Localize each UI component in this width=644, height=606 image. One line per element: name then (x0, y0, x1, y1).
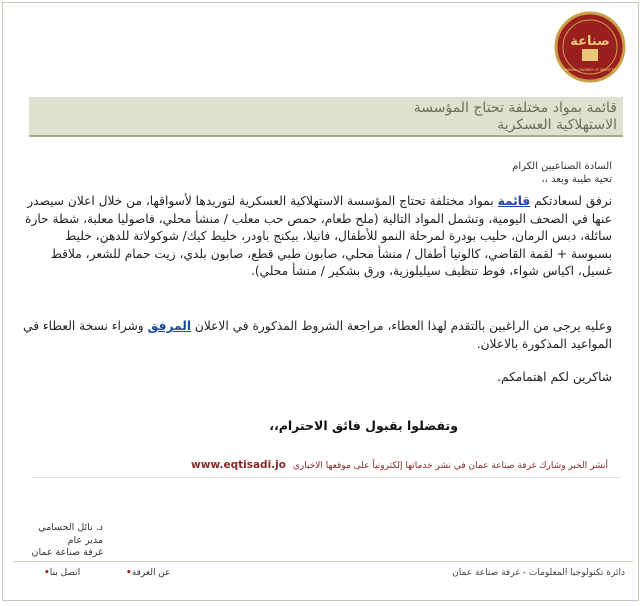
closing-line: وتفضلوا بقبول فائق الاحترام،، (269, 418, 458, 433)
salutation-line-1: السادة الصناعيين الكرام (512, 161, 612, 172)
footer-contact-link[interactable] (41, 568, 80, 578)
list-link[interactable]: قائمة (497, 194, 531, 208)
page-title (414, 100, 617, 134)
logo-arabic-text: صناعة (570, 34, 610, 49)
email-frame (2, 2, 639, 601)
bullet-icon: • (44, 568, 50, 578)
body-paragraph-3: شاكرين لكم اهتمامكم. (497, 370, 612, 384)
body-paragraph-2 (21, 318, 612, 353)
footer-about-link[interactable] (123, 568, 171, 578)
signature-name: د. نائل الحسامي (38, 522, 103, 533)
title-line-1: قائمة بمواد مختلفة تحتاج المؤسسة (413, 100, 617, 116)
contact-link-label: اتصل بنا (49, 568, 81, 578)
signature-org: غرفة صناعة عمان (31, 547, 103, 558)
p2-prefix: وعليه يرجى من الراغبين بالتقدم لهذا العطاء، مراجعة الشروط المذكورة في الاعلان (194, 319, 612, 333)
footer-department: دائرة تكنولوجيا المعلومات - غرفة صناعة عمان (452, 568, 625, 578)
salutation-line-2: تحية طيبة وبعد ،، (541, 174, 612, 185)
logo-latin-text: AMMAN CHAMBER OF INDUSTRY (564, 68, 616, 72)
p1-text: بمواد مختلفة تحتاج المؤسسة الاستهلاكية العسكرية لتوريدها لأسواقها، من خلال اعلان سيصدر عنها في الصحف اليومية، وتشمل المواد التالية (ملح طعام، حمص حب معلب / منشأ محلي، فاصوليا معلبة، شطة حارة سائلة، دبس الرمان، حليب بودرة لمرحلة النمو للأطفال، فانيلا، بيكنج باودر، خليط كيك/ شوكولاتة للدهن، خليط بسبوسة + لقمة القاضي، كالونيا أطفال / منشأ محلي، صابون طبي قطع، صابون بلدي، زيت حمام للشعر، ملاقط غسيل، اكياس شواء، فوط تنظيف سيليلوزية، ورق بشكير / منشأ محلي). (25, 194, 612, 278)
signature (27, 522, 103, 560)
chamber-logo-icon (540, 9, 632, 93)
bullet-icon: • (126, 568, 132, 578)
divider (31, 477, 621, 478)
footer (13, 568, 633, 584)
title-band (29, 97, 623, 137)
p1-prefix: نرفق لسعادتكم (534, 194, 612, 208)
share-notice (191, 459, 608, 471)
p2-suffix: وشراء نسخة العطاء في المواعيد المذكورة بالاعلان. (23, 319, 612, 351)
footer-divider (13, 561, 633, 562)
salutation (512, 160, 612, 186)
title-line-2: الاستهلاكية العسكرية (497, 117, 617, 133)
body-paragraph-1 (21, 193, 612, 281)
news-site-link[interactable]: www.eqtisadi.jo (191, 459, 286, 471)
share-notice-text: أنشر الخبر وشارك غرفة صناعة عمان في نشر خدماتها إلكترونياً على موقعها الاخباري (292, 461, 608, 471)
signature-role: مدير عام (67, 534, 103, 546)
attachment-link[interactable]: المرفق (147, 319, 192, 333)
about-link-label: عن الغرفة (131, 568, 171, 578)
